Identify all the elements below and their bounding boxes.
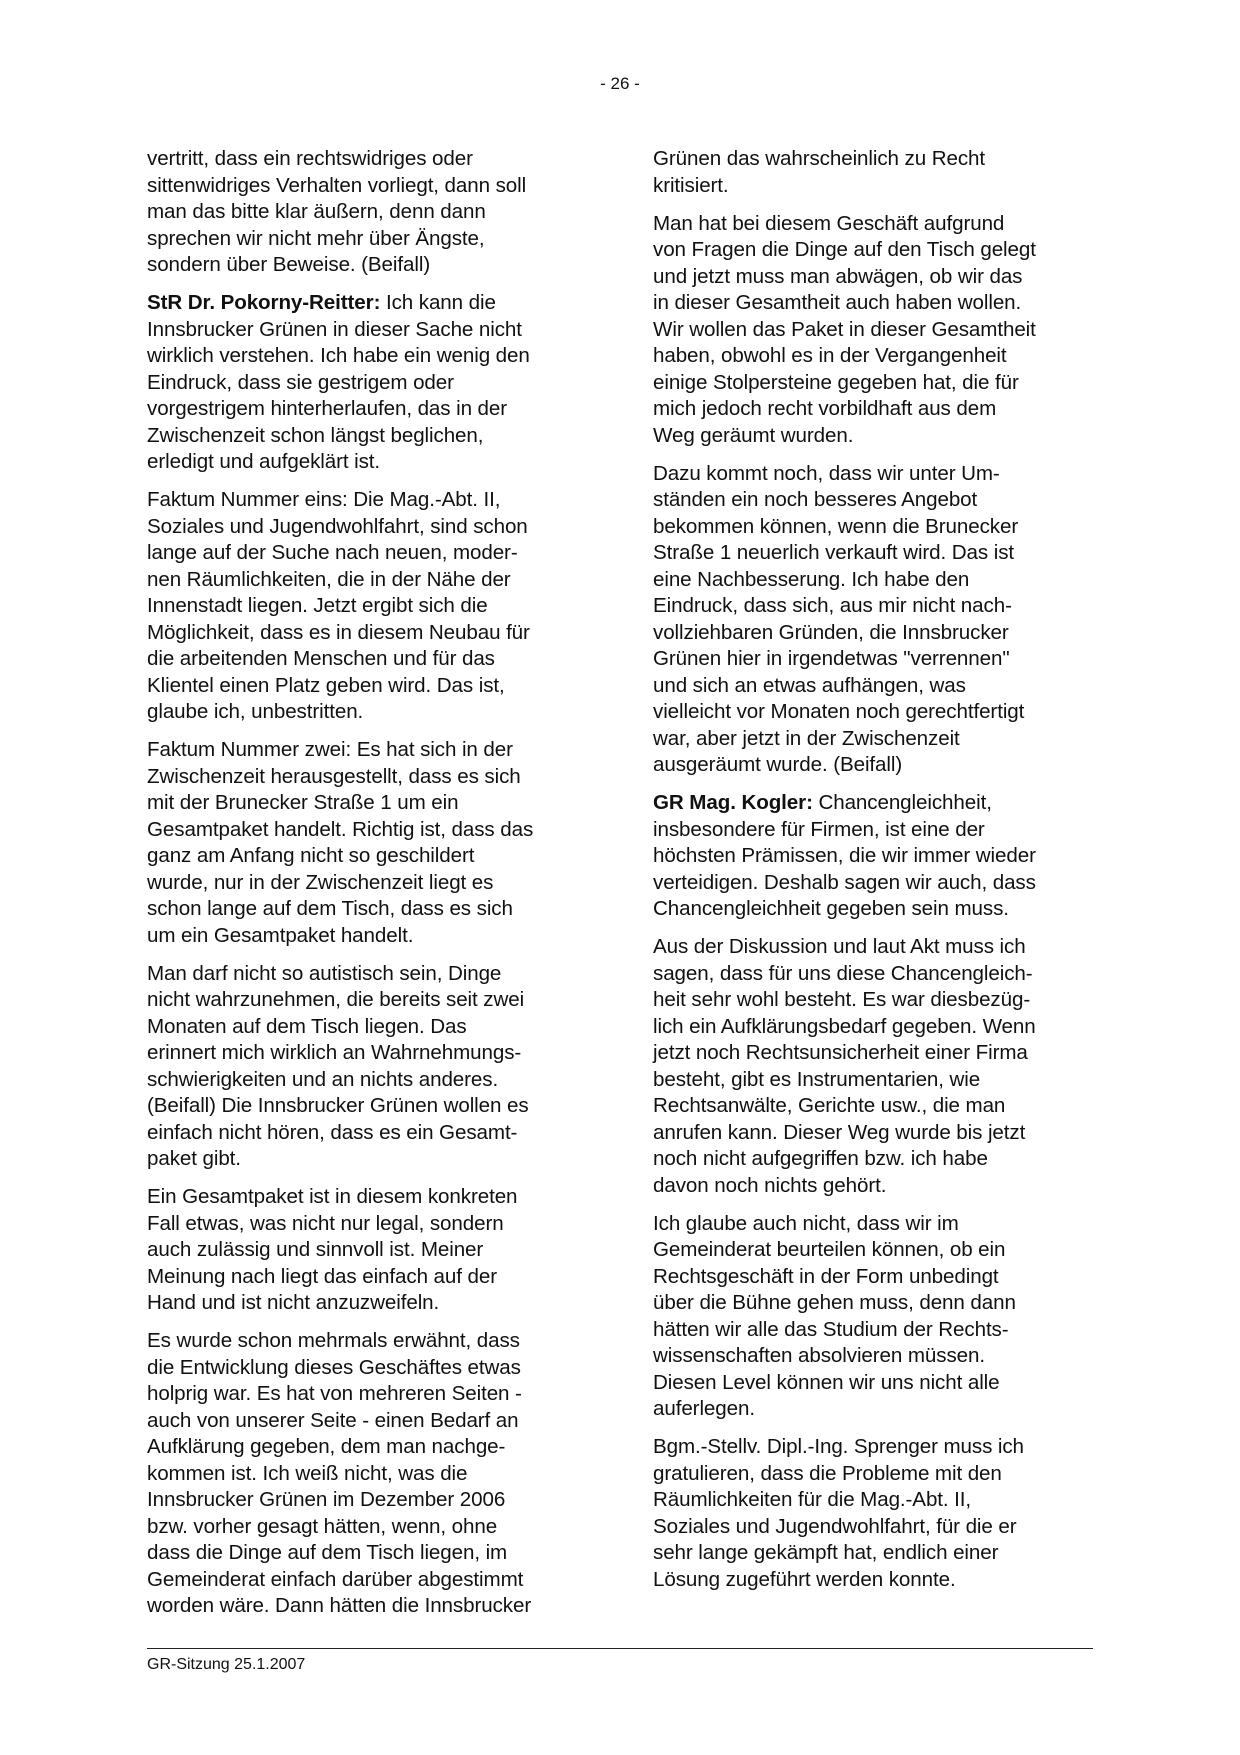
text-line (653, 843, 1099, 870)
line-text: vielleicht vor Monaten noch gerechtfertigt (653, 700, 1025, 723)
text-line (147, 252, 591, 279)
line-text: Grünen das wahrscheinlich zu Recht (653, 147, 985, 170)
line-text: ganz am Anfang nicht so geschildert (147, 844, 475, 867)
text-line (147, 620, 591, 647)
text-line (653, 870, 1099, 897)
text-line (653, 987, 1099, 1014)
text-line (653, 146, 1099, 173)
text-line (653, 1317, 1099, 1344)
text-line (653, 1567, 1099, 1594)
text-line (147, 540, 591, 567)
text-line (147, 843, 591, 870)
line-text: Man darf nicht so autistisch sein, Dinge (147, 961, 502, 985)
line-text: dass die Dinge auf dem Tisch liegen, im (147, 1541, 508, 1564)
paragraph (147, 1184, 591, 1317)
line-text: Gemeinderat einfach darüber abgestimmt (147, 1567, 524, 1591)
text-line (147, 1593, 591, 1620)
line-text: Eindruck, dass sie gestrigem oder (147, 370, 454, 394)
line-text: Fall etwas, was nicht nur legal, sondern (147, 1211, 504, 1235)
text-line (653, 1211, 1099, 1238)
paragraph (147, 290, 591, 476)
line-text: Gesamtpaket handelt. Richtig ist, dass das (147, 817, 534, 841)
line-text: vertritt, dass ein rechtswidriges oder (147, 147, 473, 170)
text-line (147, 764, 591, 791)
line-text: lange auf der Suche nach neuen, moder- (147, 541, 518, 564)
text-line (147, 1067, 591, 1094)
text-line (147, 173, 591, 200)
text-line (147, 396, 591, 423)
text-line (147, 987, 591, 1014)
line-text: haben, obwohl es in der Vergangenheit (653, 344, 1007, 367)
text-line (653, 1173, 1099, 1200)
paragraph (653, 1211, 1099, 1423)
line-text: Zwischenzeit schon längst beglichen, (147, 423, 484, 447)
text-line (147, 1381, 591, 1408)
line-text: erledigt und aufgeklärt ist. (147, 450, 381, 473)
line-text: sprechen wir nicht mehr über Ängste, (147, 226, 485, 250)
text-line (653, 514, 1099, 541)
line-text: und jetzt muss man abwägen, ob wir das (653, 264, 1023, 288)
text-line (147, 1146, 591, 1173)
text-line (653, 1067, 1099, 1094)
line-text: Hand und ist nicht anzuzweifeln. (147, 1291, 440, 1314)
text-line (147, 790, 591, 817)
line-text: Aus der Diskussion und laut Akt muss ich (653, 935, 1026, 958)
line-text: Gemeinderat beurteilen können, ob ein (653, 1238, 1006, 1261)
line-text: und sich an etwas aufhängen, was (653, 673, 966, 697)
paragraph (653, 934, 1099, 1199)
text-line (653, 540, 1099, 567)
line-text: sagen, dass für uns diese Chancengleich- (653, 961, 1033, 985)
text-line (653, 896, 1099, 923)
text-line (147, 343, 591, 370)
line-text: ständen ein noch besseres Angebot (653, 488, 978, 511)
text-line (653, 1093, 1099, 1120)
line-text: Diesen Level können wir uns nicht alle (653, 1370, 1000, 1394)
text-line (147, 423, 591, 450)
line-text: ausgeräumt wurde. (Beifall) (653, 753, 903, 776)
line-text: bekommen können, wenn die Brunecker (653, 514, 1019, 538)
text-line (653, 752, 1099, 779)
line-text: war, aber jetzt in der Zwischenzeit (653, 726, 960, 750)
text-line (653, 370, 1099, 397)
line-text: auch von unserer Seite - einen Bedarf an (147, 1408, 519, 1432)
text-line (147, 817, 591, 844)
text-line (147, 1120, 591, 1147)
left-column (147, 146, 591, 1631)
text-line (147, 1567, 591, 1594)
text-line (653, 1146, 1099, 1173)
line-text: hätten wir alle das Studium der Rechts- (653, 1317, 1009, 1341)
text-line (147, 290, 591, 317)
paragraph (147, 487, 591, 726)
text-line (653, 317, 1099, 344)
text-line (147, 1514, 591, 1541)
line-text: jetzt noch Rechtsunsicherheit einer Firma (653, 1041, 1028, 1064)
text-line (653, 567, 1099, 594)
line-text: die arbeitenden Menschen und für das (147, 647, 495, 670)
paragraph (147, 961, 591, 1173)
text-line (653, 264, 1099, 291)
line-text: von Fragen die Dinge auf den Tisch gelegt (653, 238, 1036, 261)
text-line (147, 1461, 591, 1488)
footer-session-date: GR-Sitzung 25.1.2007 (147, 1656, 306, 1673)
text-line (653, 1237, 1099, 1264)
line-text: Weg geräumt wurden. (653, 423, 854, 447)
text-line (147, 699, 591, 726)
line-text: Soziales und Jugendwohlfahrt, für die er (653, 1514, 1017, 1538)
line-text: noch nicht aufgegriffen bzw. ich habe (653, 1147, 988, 1170)
line-text: um ein Gesamtpaket handelt. (147, 923, 414, 947)
line-text: vollziehbaren Gründen, die Innsbrucker (653, 620, 1009, 644)
line-text: nen Räumlichkeiten, die in der Nähe der (147, 567, 511, 591)
text-line (147, 1040, 591, 1067)
line-text: Zwischenzeit herausgestellt, dass es sich (147, 764, 521, 788)
text-line (147, 1014, 591, 1041)
line-text: worden wäre. Dann hätten die Innsbrucker (147, 1594, 532, 1617)
line-text: Man hat bei diesem Geschäft aufgrund (653, 211, 1005, 235)
line-text: (Beifall) Die Innsbrucker Grünen wollen es (147, 1094, 529, 1117)
text-line (147, 1184, 591, 1211)
text-line (653, 934, 1099, 961)
paragraph (653, 790, 1099, 923)
line-text: holprig war. Es hat von mehreren Seiten - (147, 1382, 522, 1405)
paragraph (653, 1434, 1099, 1593)
text-line (653, 726, 1099, 753)
line-text: Wir wollen das Paket in dieser Gesamtheit (653, 317, 1036, 341)
line-text: Straße 1 neuerlich verkauft wird. Das ist (653, 541, 1015, 564)
paragraph (653, 461, 1099, 779)
line-text: lich ein Aufklärungsbedarf gegeben. Wenn (653, 1014, 1036, 1038)
text-line (653, 593, 1099, 620)
line-text: Meinung nach liegt das einfach auf der (147, 1264, 497, 1288)
line-text: wirklich verstehen. Ich habe ein wenig den (147, 344, 530, 367)
text-line (653, 237, 1099, 264)
text-line (653, 646, 1099, 673)
line-text: auch zulässig und sinnvoll ist. Meiner (147, 1238, 484, 1261)
text-line (147, 1540, 591, 1567)
text-line (147, 449, 591, 476)
text-line (147, 1093, 591, 1120)
line-text: sondern über Beweise. (Beifall) (147, 253, 431, 276)
line-text: Monaten auf dem Tisch liegen. Das (147, 1014, 467, 1038)
line-text: Ich glaube auch nicht, dass wir im (653, 1211, 959, 1235)
text-line (653, 461, 1099, 488)
text-line (147, 1355, 591, 1382)
line-text: nicht wahrzunehmen, die bereits seit zwei (147, 988, 525, 1011)
line-text: sehr lange gekämpft hat, endlich einer (653, 1541, 999, 1564)
text-line (147, 317, 591, 344)
speaker-name: GR Mag. Kogler: (653, 791, 813, 814)
line-text: höchsten Prämissen, die wir immer wieder (653, 844, 1036, 867)
text-line (653, 1540, 1099, 1567)
line-text: Faktum Nummer zwei: Es hat sich in der (147, 738, 513, 761)
text-line (653, 1014, 1099, 1041)
line-text: verteidigen. Deshalb sagen wir auch, dass (653, 870, 1036, 894)
line-text: paket gibt. (147, 1147, 241, 1170)
text-line (147, 1434, 591, 1461)
text-line (147, 1487, 591, 1514)
line-text: Innsbrucker Grünen in dieser Sache nicht (147, 317, 522, 341)
text-line (147, 1290, 591, 1317)
line-text: kritisiert. (653, 173, 729, 197)
text-line (653, 1434, 1099, 1461)
text-line (147, 370, 591, 397)
text-line (653, 1370, 1099, 1397)
text-line (653, 343, 1099, 370)
line-text: Möglichkeit, dass es in diesem Neubau für (147, 620, 530, 644)
right-column (653, 146, 1099, 1605)
line-text: bzw. vorher gesagt hätten, wenn, ohne (147, 1514, 498, 1538)
line-text: Grünen hier in irgendetwas "verrennen" (653, 647, 1010, 670)
text-line (147, 737, 591, 764)
text-line (147, 146, 591, 173)
line-text: eine Nachbesserung. Ich habe den (653, 567, 970, 591)
text-line (653, 173, 1099, 200)
footer-divider (147, 1648, 1093, 1649)
line-text: Aufklärung gegeben, dem man nachge- (147, 1435, 506, 1458)
text-line (653, 1120, 1099, 1147)
line-text: erinnert mich wirklich an Wahrnehmungs- (147, 1041, 522, 1064)
line-text: gratulieren, dass die Probleme mit den (653, 1461, 1002, 1485)
text-line (147, 567, 591, 594)
speaker-name: StR Dr. Pokorny-Reitter: (147, 291, 381, 314)
text-line (147, 923, 591, 950)
text-line (653, 817, 1099, 844)
text-line (147, 1408, 591, 1435)
line-text: Lösung zugeführt werden konnte. (653, 1567, 956, 1591)
line-text: Bgm.-Stellv. Dipl.-Ing. Sprenger muss ich (653, 1435, 1024, 1458)
line-text: davon noch nichts gehört. (653, 1173, 887, 1197)
line-text: Chancengleichheit gegeben sein muss. (653, 897, 1009, 920)
text-line (147, 1237, 591, 1264)
text-line (147, 646, 591, 673)
text-line (653, 423, 1099, 450)
text-line (147, 896, 591, 923)
line-text: Ich kann die (380, 291, 496, 314)
text-line (653, 620, 1099, 647)
text-line (653, 1343, 1099, 1370)
line-text: mich jedoch recht vorbildhaft aus dem (653, 397, 997, 420)
text-line (653, 1040, 1099, 1067)
text-line (147, 961, 591, 988)
text-line (653, 1290, 1099, 1317)
text-line (147, 673, 591, 700)
line-text: Eindruck, dass sich, aus mir nicht nach- (653, 594, 1012, 617)
line-text: insbesondere für Firmen, ist eine der (653, 817, 985, 841)
paragraph (147, 146, 591, 279)
line-text: Ein Gesamtpaket ist in diesem konkreten (147, 1185, 518, 1208)
paragraph (653, 146, 1099, 199)
line-text: sittenwidriges Verhalten vorliegt, dann soll (147, 173, 527, 197)
line-text: Chancengleichheit, (812, 791, 992, 814)
text-line (653, 961, 1099, 988)
text-line (653, 1461, 1099, 1488)
text-line (653, 487, 1099, 514)
text-line (653, 1514, 1099, 1541)
text-line (147, 1211, 591, 1238)
line-text: die Entwicklung dieses Geschäftes etwas (147, 1355, 521, 1379)
line-text: Räumlichkeiten für die Mag.-Abt. II, (653, 1488, 972, 1511)
text-line (653, 290, 1099, 317)
line-text: man das bitte klar äußern, denn dann (147, 200, 486, 223)
text-line (653, 673, 1099, 700)
line-text: Innenstadt liegen. Jetzt ergibt sich die (147, 594, 488, 617)
line-text: wissenschaften absolvieren müssen. (653, 1344, 985, 1367)
line-text: besteht, gibt es Instrumentarien, wie (653, 1067, 981, 1091)
text-line (147, 593, 591, 620)
line-text: kommen ist. Ich weiß nicht, was die (147, 1461, 468, 1485)
line-text: schon lange auf dem Tisch, dass es sich (147, 897, 513, 920)
text-line (653, 1396, 1099, 1423)
text-line (147, 514, 591, 541)
line-text: vorgestrigem hinterherlaufen, das in der (147, 397, 508, 420)
line-text: Dazu kommt noch, dass wir unter Um- (653, 461, 1000, 485)
line-text: Soziales und Jugendwohlfahrt, sind schon (147, 514, 528, 538)
line-text: über die Bühne gehen muss, denn dann (653, 1291, 1016, 1314)
text-line (653, 1487, 1099, 1514)
line-text: Rechtsanwälte, Gerichte usw., die man (653, 1094, 1006, 1117)
line-text: Es wurde schon mehrmals erwähnt, dass (147, 1329, 520, 1352)
line-text: heit sehr wohl besteht. Es war diesbezüg- (653, 988, 1031, 1011)
text-line (653, 699, 1099, 726)
line-text: schwierigkeiten und an nichts anderes. (147, 1067, 499, 1091)
text-line (653, 211, 1099, 238)
line-text: Klientel einen Platz geben wird. Das ist, (147, 673, 505, 697)
line-text: Innsbrucker Grünen im Dezember 2006 (147, 1488, 506, 1511)
line-text: Rechtsgeschäft in der Form unbedingt (653, 1264, 999, 1288)
line-text: glaube ich, unbestritten. (147, 700, 364, 723)
paragraph (147, 737, 591, 949)
line-text: wurde, nur in der Zwischenzeit liegt es (147, 870, 494, 894)
line-text: einige Stolpersteine gegeben hat, die für (653, 370, 1019, 394)
paragraph (653, 211, 1099, 450)
text-line (147, 226, 591, 253)
line-text: anrufen kann. Dieser Weg wurde bis jetzt (653, 1120, 1026, 1144)
text-line (147, 487, 591, 514)
text-line (653, 1264, 1099, 1291)
text-line (147, 1264, 591, 1291)
text-line (653, 790, 1099, 817)
line-text: auferlegen. (653, 1397, 755, 1420)
line-text: mit der Brunecker Straße 1 um ein (147, 791, 459, 814)
page-number: - 26 - (600, 74, 640, 93)
text-line (147, 199, 591, 226)
line-text: einfach nicht hören, dass es ein Gesamt- (147, 1120, 518, 1144)
text-line (147, 1328, 591, 1355)
text-line (653, 396, 1099, 423)
line-text: Faktum Nummer eins: Die Mag.-Abt. II, (147, 488, 501, 511)
line-text: in dieser Gesamtheit auch haben wollen. (653, 291, 1022, 314)
paragraph (147, 1328, 591, 1620)
text-line (147, 870, 591, 897)
